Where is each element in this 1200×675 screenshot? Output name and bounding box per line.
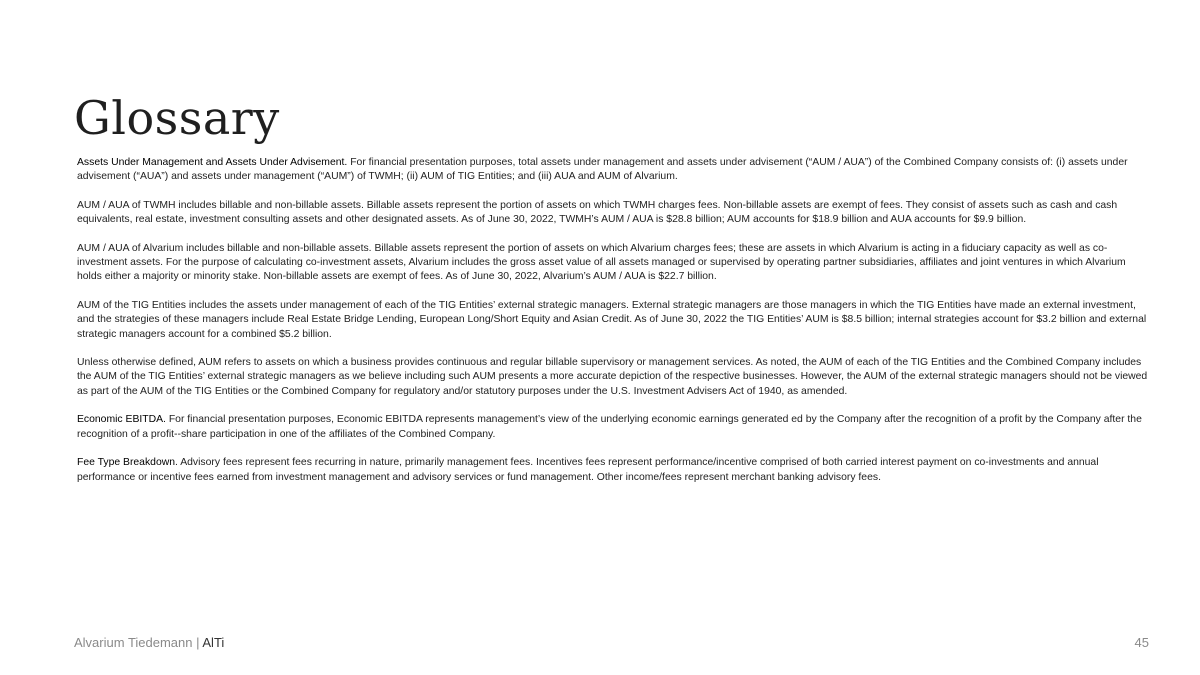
glossary-definition: AUM / AUA of TWMH includes billable and non-billable assets. Billable assets represent the portion of assets on which TWMH charges fees. Non-billable assets are exempt of fees. They consist of assets such as cash and cash equivalents, real estate, investment consulting assets and other designated assets. As of June 30, 2022, TWMH’s AUM / AUA is $28.8 billion; AUM accounts for $18.9 billion and AUA accounts for $9.9 billion. bbox=[77, 199, 1118, 226]
glossary-term: Fee Type Breakdown bbox=[77, 457, 176, 469]
footer-short-name: AlTi bbox=[202, 635, 225, 650]
glossary-definition: AUM of the TIG Entities includes the assets under management of each of the TIG Entities’ external strategic managers. External strategic managers are those managers in which the TIG Entities have made an external investment, and the strategies of these managers include Real Estate Bridge Lending, European Long/Short Equity and Asian Credit. As of June 30, 2022 the TIG Entities’ AUM is $8.5 billion; internal strategies account for $3.2 billion and external strategic managers account for a combined $5.2 billion. bbox=[77, 299, 1147, 340]
glossary-paragraph-economic-ebitda bbox=[77, 413, 1152, 442]
glossary-term: Assets Under Management and Assets Under Advisement. bbox=[77, 157, 348, 168]
glossary-definition: For financial presentation purposes, total assets under management and assets under advisement (“AUM / AUA”) of the Combined Company consists of: (i) assets under advisement (“AUA”) and assets under management (“AUM”) of TWMH; (ii) AUM of TIG Entities; and (iii) AUA and AUM of Alvarium. bbox=[77, 157, 1128, 183]
glossary-definition: For financial presentation purposes, Economic EBITDA represents management’s view of the underlying economic earnings generated ed by the Company after the recognition of a profit by the Company after the recognition of a profit--share participation in one of the affiliates of the Combined Company. bbox=[77, 414, 1142, 440]
glossary-definition: . Advisory fees represent fees recurring in nature, primarily management fees. Incentives fees represent performance/incentive comprised of both carried interest payment on co-investments and annual performance or incentive fees earned from investment management and advisory services or fund management. Other income/fees represent merchant banking advisory fees. bbox=[77, 457, 1099, 483]
page-title: Glossary bbox=[74, 91, 280, 145]
footer-company-name: Alvarium Tiedemann bbox=[74, 635, 193, 650]
glossary-paragraph-twmh bbox=[77, 199, 1152, 228]
glossary-paragraph-alvarium bbox=[77, 242, 1152, 285]
glossary-term: Economic EBITDA. bbox=[77, 414, 166, 426]
glossary-body bbox=[77, 156, 1152, 499]
glossary-definition: AUM / AUA of Alvarium includes billable and non-billable assets. Billable assets represent the portion of assets on which Alvarium charges fees; these are assets in which Alvarium is acting in a fiduciary capacity as well as co-investment assets. For the purpose of calculating co-investment assets, Alvarium includes the gross asset value of all assets managed or supervised by operating partner subsidiaries, affiliates and joint ventures in which Alvarium holds either a majority or minority stake. Non-billable assets are exempt of fees. As of June 30, 2022, Alvarium’s AUM / AUA is $22.7 billion. bbox=[77, 242, 1126, 283]
glossary-paragraph-aum-aua bbox=[77, 156, 1152, 185]
footer-brand bbox=[74, 634, 224, 652]
page-number: 45 bbox=[1134, 635, 1149, 650]
glossary-paragraph-tig bbox=[77, 299, 1152, 342]
glossary-paragraph-fee-type bbox=[77, 456, 1152, 485]
glossary-definition: Unless otherwise defined, AUM refers to assets on which a business provides continuous and regular billable supervisory or management services. As noted, the AUM of each of the TIG Entities and the Combined Company includes the AUM of the TIG Entities’ external strategic managers as we believe including such AUM presents a more accurate depiction of the respective businesses. However, the AUM of the external strategic managers should not be viewed as part of the AUM of the TIG Entities or the Combined Company for regulatory and/or statutory purposes under the U.S. Investment Advisers Act of 1940, as amended. bbox=[77, 357, 1148, 397]
footer-separator: | bbox=[192, 635, 203, 650]
glossary-paragraph-aum-definition bbox=[77, 356, 1152, 399]
